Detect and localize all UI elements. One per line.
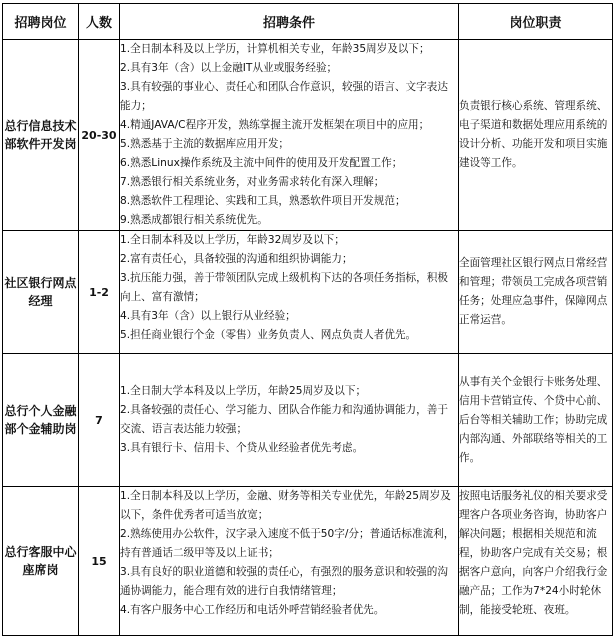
requirement-item: 9.熟悉成都银行相关系统优先。 [120,214,268,226]
requirement-item: 3.具有银行卡、信用卡、个贷从业经验者优先考虑。 [120,442,364,454]
table-row [3,231,613,354]
position-cell: 社区银行网点经理 [3,231,79,354]
count-cell: 7 [79,354,120,487]
header-row [3,4,613,40]
requirement-item: 2.具备较强的责任心、学习能力、团队合作能力和沟通协调能力，善于交流、语言表达能力较强； [120,404,448,435]
requirement-item: 4.精通JAVA/C程序开发，熟练掌握主流开发框架在项目中的应用； [120,119,430,131]
requirement-item: 4.具有3年（含）以上银行从业经验； [120,310,296,322]
conditions-cell [120,487,459,636]
table-row [3,354,613,487]
duties-cell: 全面管理社区银行网点日常经营和管理；带领员工完成各项营销任务；处理应急事件，保障网点正常运营。 [459,231,613,354]
table-row [3,40,613,231]
requirement-item: 2.熟练使用办公软件，汉字录入速度不低于50字/分；普通话标准流利，持有普通话二级甲等及以上证书； [120,528,455,559]
position-cell: 总行个人金融部个金辅助岗 [3,354,79,487]
requirement-item: 5.担任商业银行个金（零售）业务负责人、网点负责人者优先。 [120,329,417,341]
duties-cell: 负责银行核心系统、管理系统、电子渠道和数据处理应用系统的设计分析、功能开发和项目实施建设等工作。 [459,40,613,231]
header-duties: 岗位职责 [459,4,613,40]
header-count: 人数 [79,4,120,40]
position-cell: 总行客服中心座席岗 [3,487,79,636]
requirement-item: 3.具有良好的职业道德和较强的责任心，有强烈的服务意识和较强的沟通协调能力，能合理有效的进行自我情绪管理； [120,566,448,597]
requirement-item: 1.全日制本科及以上学历，金融、财务等相关专业优先，年龄25周岁及以下，条件优秀者可适当放宽； [120,490,451,521]
count-cell: 1-2 [79,231,120,354]
count-cell: 15 [79,487,120,636]
requirements-list [120,487,458,620]
count-cell: 20-30 [79,40,120,231]
requirement-item: 1.全日制大学本科及以上学历，年龄25周岁及以下； [120,385,367,397]
requirement-item: 6.熟悉Linux操作系统及主流中间件的使用及开发配置工作； [120,157,403,169]
duties-cell: 从事有关个金银行卡账务处理、信用卡营销宣传、个贷中心前、后台等相关辅助工作；协助完成内部沟通、外部联络等相关的工作。 [459,354,613,487]
requirement-item: 3.具有较强的事业心、责任心和团队合作意识，较强的语言、文字表达能力； [120,81,448,112]
requirements-list [120,231,458,345]
recruitment-table [2,3,613,636]
duties-cell: 按照电话服务礼仪的相关要求受理客户各项业务咨询，协助客户解决问题；根据相关规范和流程，协助客户完成有关交易；根据客户意向，向客户介绍我行金融产品；工作为7*24小时轮休制，能接受轮班、夜班。 [459,487,613,636]
header-position: 招聘岗位 [3,4,79,40]
requirement-item: 7.熟悉银行相关系统业务，对业务需求转化有深入理解； [120,176,385,188]
requirements-list [120,40,458,230]
requirement-item: 3.抗压能力强，善于带领团队完成上级机构下达的各项任务指标，积极向上、富有激情； [120,272,448,303]
conditions-cell [120,354,459,487]
requirement-item: 4.有客户服务中心工作经历和电话外呼营销经验者优先。 [120,604,385,616]
header-conditions: 招聘条件 [120,4,459,40]
requirement-item: 1.全日制本科及以上学历，计算机相关专业，年龄35周岁及以下； [120,43,430,55]
table-row [3,487,613,636]
requirements-list [120,382,458,458]
requirement-item: 8.熟悉软件工程理论、实践和工具，熟悉软件项目开发规范； [120,195,406,207]
requirement-item: 5.熟悉基于主流的数据库应用开发； [120,138,290,150]
conditions-cell [120,231,459,354]
requirement-item: 1.全日制本科及以上学历，年龄32周岁及以下； [120,234,345,246]
requirement-item: 2.具有3年（含）以上金融IT从业或服务经验； [120,62,338,74]
requirement-item: 2.富有责任心，具备较强的沟通和组织协调能力； [120,253,353,265]
position-cell: 总行信息技术部软件开发岗 [3,40,79,231]
conditions-cell [120,40,459,231]
